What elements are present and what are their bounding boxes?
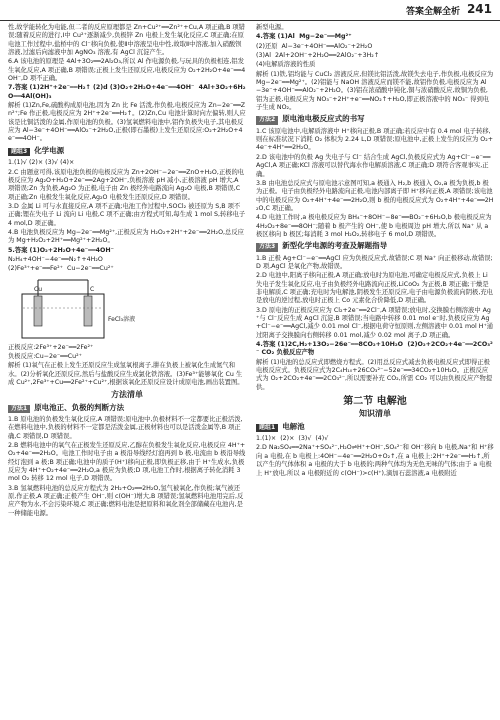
method2-answer-4: 4.D 电池工作时,a 极电极反应为 BH₄⁻+8OH⁻−8e⁻══BO₂⁻+6H₂O,b 极电极反应为 4H₂O₂+8e⁻══8OH⁻;随着 b 极产生的 OH⁻,使 b 电极周边 pH 增大,所以 Na⁺ 从 a 极区移向 b 极区;每消耗 3 mol H₂O₂,转移电子 6 mol,D 项错误。 [256,214,494,238]
solution-label: FeCl₃溶液 [108,315,136,323]
topic-tag: 题组1 [256,424,278,432]
right-column [256,24,494,714]
answer-5d: 正极反应:2Fe³⁺+2e⁻══2Fe²⁺ [8,343,94,351]
answer-4c: (3)Al 2Al+2OH⁻+2H₂O══2AlO₂⁻+3H₂↑ [256,52,380,60]
answer-4d: (4)电解质溶液的性质 [256,61,316,69]
paragraph: 新型电源。 [256,24,288,31]
method-heading-2 [256,115,494,124]
method1-answer-3: 3.B 氢氧燃料电池的总反应方程式为 2H₂+O₂══2H₂O,氢气被氧化,作负极;氧气被还原,作正极,A 项正确;正极产生 OH⁻,则 c(OH⁻)增大,B 项错误;氢氧燃料电池用完后,反应产物为水,不会污染环境,C 项正确;燃料电池是把原料和氧化剂全部储藏在电池内,是一种储能电源。 [8,484,244,517]
method-title: 原电池电极反应式的书写 [282,114,365,124]
cu-electrode-label: Cu [34,285,42,293]
answer-3: 3.D 金属 Li 可与水直接反应,A 项不正确;电池工作过程中,SOCl₂ 被还原为 S,B 项不正确;锂在失电子 Li 流向 Li 电极,C 项不正确;由方程式可知,每生成 1 mol S,转移电子 4 mol,D 项正确。 [8,202,248,227]
answer-2: 2.C 由题意可得,该原电池负极的电极反应为 Zn+2OH⁻−2e⁻══ZnO+H₂O,正极的电极反应为 Ag₂O+H₂O+2e⁻══2Ag+2OH⁻,负极溶液 pH 减小,正极溶液 pH 增大,A 项错误;Zn 为负极,Ag₂O 为正极,电子由 Zn 极经外电路流向 Ag₂O 电极,B 项错误,C 项正确;Zn 电极发生氧化反应,Ag₂O 电极发生还原反应,D 项错误。 [8,168,245,201]
method2-answer-3: 3.B 由电池总反应式与原电池示意图可知,a 极通入 H₂,b 极通入 O₂,a 极为负极,b 极为正极。电子由负极经外电路流向正极,电池内部离子即 H⁺移向正极,A 项错误;该电池中的电极反应为 O₂+4H⁺+4e⁻══2H₂O,则 b 极的电极反应式为 O₂+4H⁺+4e⁻══2H₂O,C 项正确。 [256,179,494,212]
topic-heading-1 [256,423,494,432]
analysis-4: 解析 (1)铁,铝均能与 CuCl₂ 溶液反应,但镁比铝活泼,故镁失去电子,作负极,电极反应为 Mg−2e⁻══Mg²⁺。(2)铝能与 NaOH 溶液反应而镁不能,故铝作负极,电极反应为 Al−3e⁻+4OH⁻══AlO₂⁻+2H₂O。(3)铝在浓硝酸中钝化,铜与浓硝酸反应,故铜为负极,铝为正极,电极反应为 NO₃⁻+2H⁺+e⁻══NO₂↑+H₂O,即正极溶液中的 NO₃⁻ 得到电子生成 NO₂。 [256,70,496,112]
paragraph: 性,故学能转化为电能,但二者的反应原理都是 Zn+Cu²⁺══Zn²⁺+Cu,A 项正确,B 项错误;随着反应的进行,Ⅰ中 Cu²⁺逐渐减少,负极锌 Zn 电极上发生氧化反应,C 项正确;在原电池工作过程中,盐桥中的 Cl⁻移向负极,使Ⅱ中溶液呈电中性,故取Ⅱ中溶液,加入硝酸钡溶液,过滤后向滤液中加 AgNO₃ 溶液,有 AgCl 沉淀产生。 [8,24,245,57]
header-label: 答案全解全析 [405,7,460,17]
answer-7: 7.答案 (1)2H⁺+2e⁻══H₂↑ (2)d (3)O₂+2H₂O+4e⁻══4OH⁻ 4Al+3O₂+6H₂O══4Al(OH)₃ [8,84,246,100]
topic-heading-3 [8,147,246,156]
method-tag: 方法3 [256,243,278,251]
method-tag: 方法2 [256,116,278,124]
answer-4: 4.答案 (1)Al Mg−2e⁻══Mg²⁺ [256,33,352,41]
answer-4b: (2)还原 Al−3e⁻+4OH⁻══AlO₂⁻+2H₂O [256,42,373,50]
method3-answer-1: 1.B 正极 Ag+Cl⁻−e⁻══AgCl 应为负极反应式,故错误;C 项 Na⁺ 向正极移动,故错误;D 项,AgCl 是氧化产物,故错误。 [256,254,493,270]
answer-5c: (2)Fe³⁺+e⁻══Fe²⁺ Cu−2e⁻══Cu²⁺ [8,265,114,273]
answers-1: 1.(1)√ (2)× (3)√ (4)× [8,159,75,167]
method3-answer-3: 3.D 原电池的正极反应应为 Cl₂+2e⁻══2Cl⁻,A 项错误;放电时,交换膜右侧溶液中 Ag⁺与 Cl⁻反应生成 AgCl 沉淀,B 项错误;当电路中转移 0.01 mol e⁻时,负极反应为 Ag+Cl⁻−e⁻══AgCl,减少 0.01 mol Cl⁻,根据电荷守恒原则,左侧溶液中 0.01 mol H⁺通过阳离子交换膜向右侧转移 0.01 mol,减少 0.02 mol 离子,D 项正确。 [256,306,494,339]
method2-answer-1: 1.C 该原电池中,电解质溶液中 H⁺移向正极,B 项正确;若反应中有 0.4 mol 电子转移,则在标准状况下消耗 O₂ 体积为 2.24 L,D 项错误;原电池中,正极上发生的反应为 O₂+4e⁻+4H⁺══2H₂O。 [256,127,494,152]
answer-6: 6.A 该电池的原理是 4Al+3O₂══2Al₂O₃,所以 Al 作电源负极,与玩具的负极相连,铝发生氧化反应,A 项正确,B 项错误;正极上发生还原反应,电极反应为 O₂+2H₂O+4e⁻══4OH⁻,D 项不正确。 [8,58,246,83]
method-heading-1 [8,404,246,413]
topic-title: 电解池 [282,421,305,431]
answer-5b: N₂H₄+4OH⁻−4e⁻══N₂↑+4H₂O [8,255,103,263]
method-title: 原电池正、负极的判断方法 [34,402,125,412]
answer-5: 5.答案 (1)O₂+2H₂O+4e⁻══4OH⁻ [8,246,115,254]
method-heading-3 [256,242,494,251]
knowledge-section-title: 知识清单 [359,409,391,419]
method-title: 新型化学电源的考查及解题指导 [282,241,388,251]
page-number: 241 [466,2,492,16]
method1-answer-1: 1.B 原电池的负极发生氧化反应,A 项错误;原电池中,负极材料不一定都要比正极活泼,在燃料电池中,负极的材料不一定都是活泼金属,正极材料也可以是活泼金属等,B 项正确,C 项错误,D 项错误。 [8,416,243,440]
analysis-7: 解析 (1)Zn,Fe,硫酸构成原电池,因为 Zn 比 Fe 活泼,作负极,电极反应为 Zn−2e⁻══Zn²⁺;Fe 作正极,电极反应为 2H⁺+2e⁻══H₂↑。(2)Zn,Cu 电池计算时向左偏转,则人应该是比铜活泼的金属,作原电池的负极。(3)氢氧燃料电池中,铝作负极失电子,其电极反应为 Al−3e⁻+4OH⁻══AlO₂⁻+2H₂O,正极(即石墨极)上发生还原反应:O₂+2H₂O+4e⁻══4OH⁻。 [8,102,246,143]
k1-answer-2: 2.D Na₂SO₄══2Na⁺+SO₄²⁻,H₂O⇌H⁺+OH⁻,SO₄²⁻和 OH⁻移向 b 电极,Na⁺和 H⁺移向 a 电极,在 b 电极上:4OH⁻−4e⁻══2H₂O+O₂↑,在 a 电极上:2H⁺+2e⁻══H₂↑,所以产生的气体体积 a 电极的大于 b 电极的;两种气体均为无色无味的气体;由于 a 电极上 H⁺放电,所以 a 电极附近的 c(OH⁻)>c(H⁺),滴加石蕊溶液,a 电极附近 [256,444,494,477]
c-electrode-label: C [90,285,95,293]
answer-4: 4.B 电池负极反应为 Mg−2e⁻══Mg²⁺,正极反应为 H₂O₂+2H⁺+2e⁻══2H₂O,总反应为 Mg+H₂O₂+2H⁺══Mg²⁺+2H₂O。 [8,228,244,245]
cell-drawing [8,276,128,340]
k1-answers: 1.(1)× (2)× (3)√ (4)√ [256,435,329,443]
method-tag: 方法1 [8,405,30,413]
method2-answer-2: 2.D 该电池中的负极 Ag 失电子与 Cl⁻ 结合生成 AgCl,负极反应式为 Ag+Cl⁻−e⁻══AgCl,A 项正确;KCl 溶液可以替代海水作电解质溶液,C 项正确;D 项符合客观事实,正确。 [256,153,491,178]
galvanic-cell-diagram [8,276,238,342]
chapter-title: 第二节 电解池 [343,396,407,408]
page-header [0,0,500,21]
topic-title: 化学电源 [34,145,65,155]
method3-answer-4: 4.答案 (1)2C,H₂+13O₂−26e⁻══8CO₂+10H₂O (2)O₂+2CO₂+4e⁻══2CO₃²⁻ CO₂ 负极反应产物 [256,341,493,357]
method-section-title: 方法清单 [111,390,143,400]
topic-tag: 题组3 [8,148,30,156]
analysis-5: 解析 (1)氧气在正极上发生还原反应生成氢氧根离子,肼在负极上被氧化生成氮气和水。(2)分析氧化还原反应,然后与盐酸反应生成氯化铁溶液。(3)Fe³⁺能够氧化 Cu 生成 Cu²⁺,2Fe³⁺+Cu══2Fe²⁺+Cu²⁺,根据该氧化还原反应设计成原电池,画出装置图。 [8,362,244,386]
method3-analysis-4: 解析 (1)电池的总反应式即燃烧方程式。(2)用总反应式减去负极电极反应式即得正极电极反应式。负极反应式为2C₄H₁₀+26CO₃²⁻−52e⁻══34CO₂+10H₂O。正极反应式为 O₂+2CO₂+4e⁻══2CO₃²⁻,所以需要补充 CO₂,所需 CO₂ 可以由负极反应产物提供。 [256,358,493,391]
method1-answer-2: 2.B 燃料电池中的氧气在正极发生还原反应,乙醇在负极发生氧化反应,电极反应 4H⁺+O₂+4e⁻══2H₂O。电池工作时电子由 a 极沿导线经灯泡再到 b 极,电流由 b 极沿导线经灯泡到 a 极;B 项正确;电池中的质子(H⁺)移向正极,即负极正移,由于 H⁺生成水,负极反应为 4H⁺+O₂+4e⁻══2H₂O,a 极应为负极;D 项,电池工作时,根据离子转化消耗 3 mol O₂ 转移 12 mol 电子,D 项错误。 [8,442,246,483]
method3-answer-2: 2.D 电池中,阳离子移向正极,A 项正确;放电时为原电池,可确定电极反应式,负极上 Li 失电子发生氧化反应,电子由负极经外电路流向正极,LiCoO₂ 为正极,B 项正确;干燥是非电解质,C 项正确;充电时为电解池,阴极发生还原反应,电子由电源负极流向阴极,充电是放电的逆过程,放电时正极上 Co 元素化合价降低,D 项正确。 [256,272,493,305]
left-column [8,24,246,714]
answer-5e: 负极反应:Cu−2e⁻══Cu²⁺ [8,352,82,360]
